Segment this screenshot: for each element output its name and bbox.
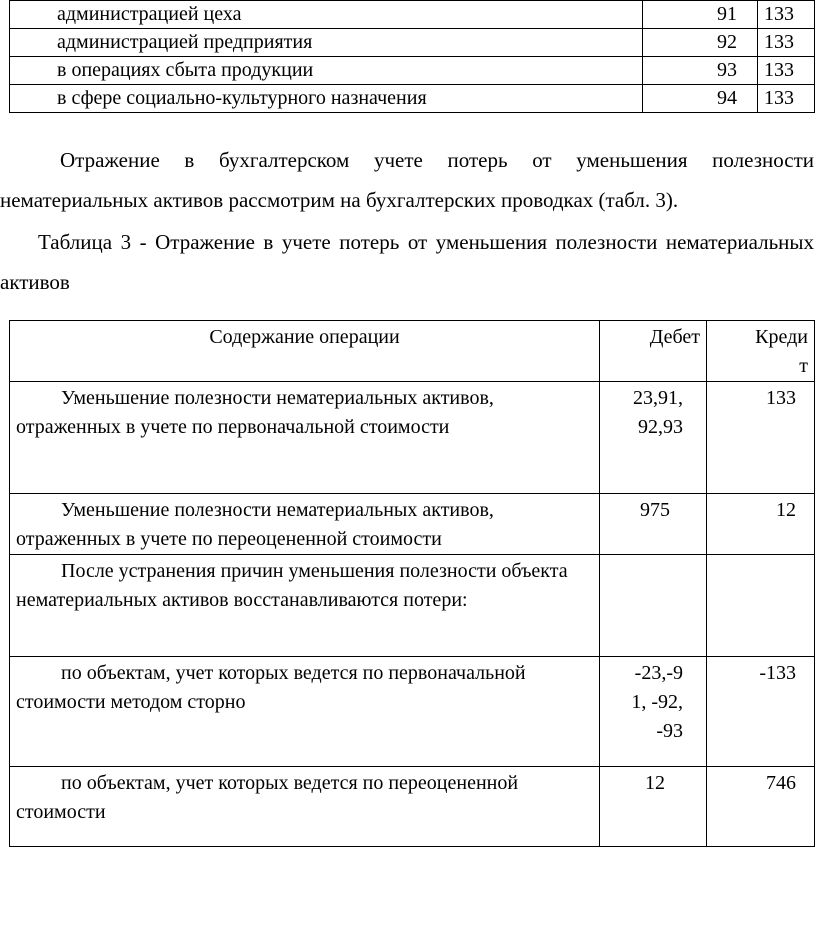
- debit-value: -23,-91, -92,-93: [631, 662, 683, 742]
- row-credit: 133: [758, 85, 815, 113]
- table-row: [10, 57, 815, 85]
- header-credit-text: Кредит: [755, 326, 808, 377]
- debit-value: 23,91, 92,93: [633, 387, 683, 438]
- operation-text: После устранения причин уменьшения полезности объекта нематериальных активов восстанавливаются потери:: [16, 560, 568, 611]
- row-debit: 94: [642, 85, 757, 113]
- debit-cell: 975: [600, 494, 707, 555]
- accounting-entries-table: [9, 320, 815, 847]
- row-debit: 91: [642, 1, 757, 29]
- table-row: [10, 85, 815, 113]
- row-credit: 133: [758, 29, 815, 57]
- debit-cell: [600, 657, 707, 767]
- operation-cell: [10, 657, 600, 767]
- operation-cell: [10, 555, 600, 657]
- table-row: [10, 29, 815, 57]
- operation-text: по объектам, учет которых ведется по переоцененной стоимости: [16, 772, 519, 823]
- table-header-row: [10, 321, 815, 382]
- table-row: [10, 657, 815, 767]
- table-row: [10, 555, 815, 657]
- row-credit: 133: [758, 57, 815, 85]
- operation-text: Уменьшение полезности нематериальных активов, отраженных в учете по первоначальной стоимости: [16, 387, 494, 438]
- credit-cell: -133: [707, 657, 815, 767]
- operation-text: по объектам, учет которых ведется по первоначальной стоимости методом сторно: [16, 662, 526, 713]
- header-debit-text: Дебет: [649, 326, 700, 348]
- header-operation: Содержание операции: [10, 321, 600, 382]
- row-debit: 93: [642, 57, 757, 85]
- row-label: в операциях сбыта продукции: [10, 57, 643, 85]
- credit-cell: 12: [707, 494, 815, 555]
- row-label: администрацией цеха: [10, 1, 643, 29]
- row-label: администрацией предприятия: [10, 29, 643, 57]
- table-caption: Таблица 3 - Отражение в учете потерь от уменьшения полезности нематериальных активов: [0, 230, 814, 294]
- table-row: [10, 382, 815, 494]
- body-paragraph: Отражение в бухгалтерском учете потерь от уменьшения полезности нематериальных активов рассмотрим на бухгалтерских проводках (табл. 3).: [0, 148, 814, 212]
- table-row: [10, 767, 815, 847]
- row-label: в сфере социально-культурного назначения: [10, 85, 643, 113]
- debit-cell: [600, 382, 707, 494]
- row-debit: 92: [642, 29, 757, 57]
- header-debit: [600, 321, 707, 382]
- credit-cell: 133: [707, 382, 815, 494]
- credit-cell: [707, 555, 815, 657]
- operation-text: Уменьшение полезности нематериальных активов, отраженных в учете по переоцененной стоимости: [16, 499, 494, 550]
- accounts-table-continuation: [9, 0, 815, 113]
- operation-cell: [10, 382, 600, 494]
- debit-cell: 12: [600, 767, 707, 847]
- table-row: [10, 1, 815, 29]
- credit-cell: 746: [707, 767, 815, 847]
- debit-cell: [600, 555, 707, 657]
- row-credit: 133: [758, 1, 815, 29]
- operation-cell: [10, 494, 600, 555]
- header-credit: [707, 321, 815, 382]
- table-row: [10, 494, 815, 555]
- operation-cell: [10, 767, 600, 847]
